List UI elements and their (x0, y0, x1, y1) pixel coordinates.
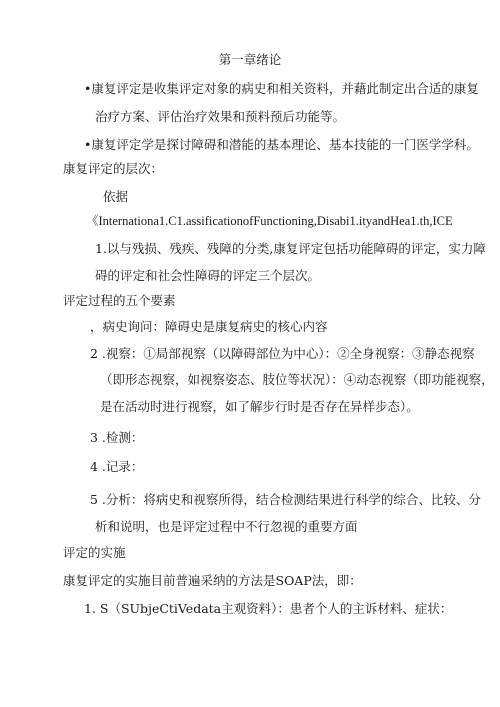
list-item-continuation: （即形态视察，如视察姿态、肢位等状况）：④动态视察（即功能视察， (100, 372, 494, 387)
list-item-continuation: 是在活动时进行视察，如了解步行时是否存在异样步态）。 (100, 399, 419, 414)
list-item-continuation: 析和说明，也是评定过程中不行忽视的重要方面 (95, 519, 358, 534)
list-item: 2 .视察：①局部视察（以障碍部位为中心）：②全身视察：③静态视察 (90, 346, 475, 361)
section-heading: 评定过程的五个要素 (63, 293, 176, 308)
list-item: ，病史询问：障碍史是康复病史的核心内容 (90, 319, 328, 334)
paragraph-line: 康复评定的实施目前普遍采纳的方法是SOAP法，即： (63, 573, 362, 588)
list-item: 5 .分析：将病史和视察所得，结合检测结果进行科学的综合、比较、分 (90, 492, 481, 507)
paragraph-line: 《Internationa1.C1.assificationofFunctioning,Disabi1.ityandHea1.th,ICE (86, 214, 453, 228)
paragraph-line: 依据 (103, 189, 129, 204)
list-item: 1. S（SUbjeCtiVedata主观资料）：患者个人的主诉材料、症状： (84, 601, 453, 616)
paragraph-line: 治疗方案、评估治疗效果和预料预后功能等。 (95, 109, 346, 124)
chapter-title: 第一章绪论 (218, 52, 282, 67)
section-heading: 康复评定的层次： (63, 161, 164, 176)
list-item: 4 .记录： (90, 459, 144, 474)
list-item: 3 .检测： (90, 430, 144, 445)
paragraph-line: 1.以与残损、残疾、残障的分类,康复评定包括功能障碍的评定，实力障 (95, 241, 486, 256)
paragraph-line: •康复评定学是探讨障碍和潜能的基本理论、基本技能的一门医学学科。 (84, 137, 479, 152)
paragraph-line: 碍的评定和社会性障碍的评定三个层次。 (95, 268, 321, 283)
section-heading: 评定的实施 (63, 545, 126, 560)
paragraph-line: •康复评定是收集评定对象的病史和相关资料，并藉此制定出合适的康复 (84, 81, 479, 96)
